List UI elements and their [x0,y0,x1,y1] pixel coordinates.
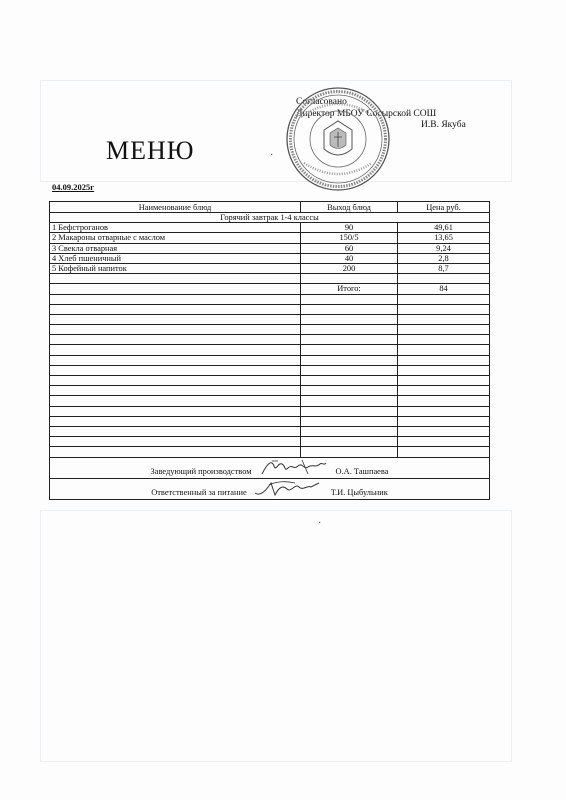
page-title: МЕНЮ [106,136,195,165]
empty-row [50,274,490,284]
dish-name: 2 Макароны отварные с маслом [50,233,301,243]
nutrition-name: Т.И. Цыбульник [330,487,388,497]
dish-name: 4 Хлеб пшеничный [50,253,301,263]
approval-signer: И.В. Якуба [421,120,466,130]
dish-portion: 60 [301,243,398,253]
production-head-label: Заведующий производством [150,466,252,476]
meal-group-row [50,213,490,223]
approval-position: Директор МБОУ Сосырской СОШ [296,108,437,119]
dish-name: 5 Кофейный напиток [50,263,301,273]
scan-speck: · [270,150,274,161]
signature-row-production [50,457,490,478]
dish-price: 8,7 [398,263,490,273]
total-label: Итого: [301,284,398,294]
dish-price: 2,8 [398,253,490,263]
empty-row [50,325,490,335]
menu-table [49,201,490,500]
signature-row-nutrition [50,478,490,499]
table-row [50,243,490,253]
empty-row [50,406,490,416]
empty-row [50,426,490,436]
empty-row [50,314,490,324]
bleed-through-artifact [40,510,512,762]
handwritten-signature [253,479,325,499]
empty-row [50,416,490,426]
handwritten-signature [258,458,330,478]
table-row [50,263,490,273]
empty-row [50,447,490,457]
nutrition-label: Ответственный за питание [151,487,247,497]
dish-name: 3 Свекла отварная [50,243,301,253]
empty-row [50,355,490,365]
empty-row [50,396,490,406]
dish-name: 1 Бефстроганов [50,223,301,233]
column-header-price: Цена руб. [398,202,490,213]
empty-row [50,437,490,447]
empty-row [50,386,490,396]
dish-portion: 90 [301,223,398,233]
empty-row [50,376,490,386]
table-row [50,253,490,263]
dish-portion: 150/5 [301,233,398,243]
column-header-dish: Наименование блюд [50,202,301,213]
empty-row [50,304,490,314]
dish-portion: 40 [301,253,398,263]
dish-price: 49,61 [398,223,490,233]
empty-row [50,335,490,345]
table-row [50,223,490,233]
table-row [50,233,490,243]
total-row [50,284,490,294]
empty-row [50,294,490,304]
approval-heading: Согласовано [296,97,347,107]
school-seal-stamp [284,85,392,193]
empty-row [50,365,490,375]
table-header-row [50,202,490,213]
column-header-portion: Выход блюд [301,202,398,213]
empty-row [50,345,490,355]
dish-portion: 200 [301,263,398,273]
total-value: 84 [398,284,490,294]
scan-speck: · [318,518,322,529]
dish-price: 9,24 [398,243,490,253]
meal-group-label: Горячий завтрак 1-4 классы [50,213,490,223]
production-head-name: О.А. Ташпаева [335,466,389,476]
dish-price: 13,65 [398,233,490,243]
menu-date: 04.09.2025г [52,182,95,192]
